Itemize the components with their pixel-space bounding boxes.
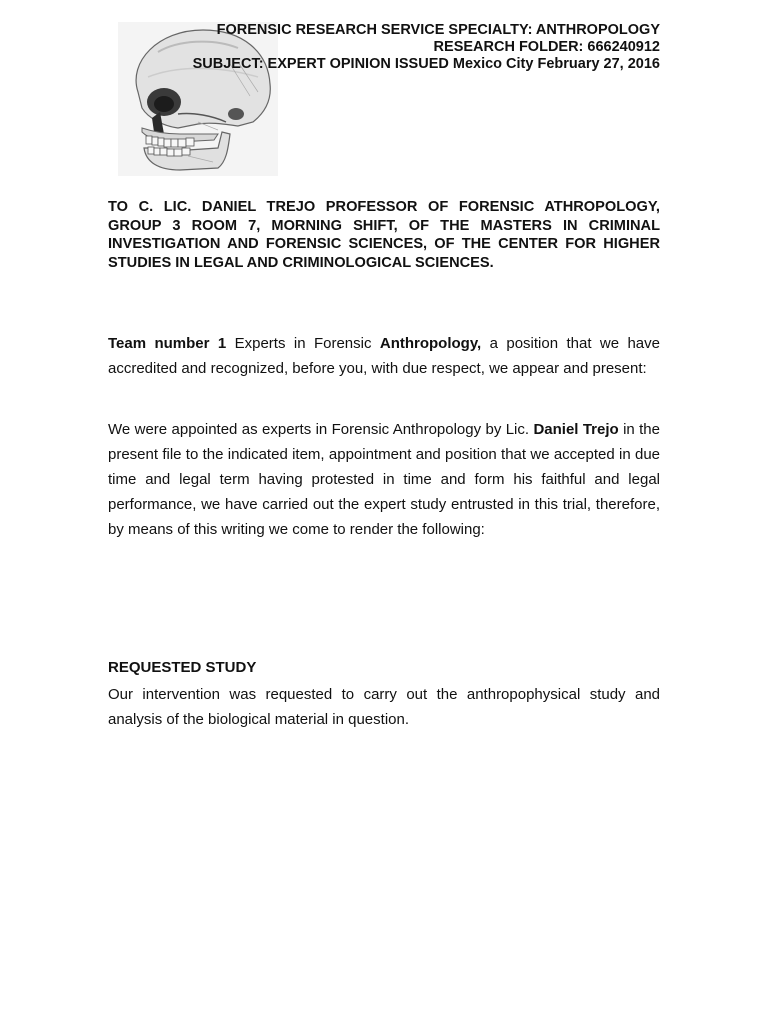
appointment-paragraph	[108, 417, 660, 542]
appointing-person: Daniel Trejo	[533, 421, 619, 438]
header-research-folder: RESEARCH FOLDER: 666240912	[433, 39, 660, 55]
intro-text-b: a position that we have accredited and recognized, before you, with due respect, we appear and present:	[108, 335, 660, 377]
header-specialty: FORENSIC RESEARCH SERVICE SPECIALTY: ANTHROPOLOGY	[216, 22, 660, 38]
document-header	[108, 22, 660, 73]
header-subject: SUBJECT: EXPERT OPINION ISSUED Mexico City February 27, 2016	[192, 56, 660, 72]
appointment-text-a: We were appointed as experts in Forensic Anthropology by Lic.	[108, 421, 534, 438]
section-title: REQUESTED STUDY	[108, 659, 257, 676]
appointment-text-b: in the present file to the indicated item, appointment and position that we accepted in due time and legal term having protested in time and form his faithful and legal performance, we have carried out the expert study entrusted in this trial, therefore, by means of this writing we come to render the following:	[108, 421, 660, 538]
specialty-name: Anthropology,	[379, 335, 482, 352]
section-paragraph: Our intervention was requested to carry out the anthropophysical study and analysis of the biological material in question.	[108, 686, 660, 728]
team-number: Team number 1	[108, 335, 227, 352]
addressee-block: TO C. LIC. DANIEL TREJO PROFESSOR OF FORENSIC ATHROPOLOGY, GROUP 3 ROOM 7, MORNING SHIFT, OF THE MASTERS IN CRIMINAL INVESTIGATION AND FORENSIC SCIENCES, OF THE CENTER FOR HIGHER STUDIES IN LEGAL AND CRIMINOLOGICAL SCIENCES.	[108, 199, 660, 271]
intro-text-a: Experts in Forensic	[226, 335, 380, 352]
intro-paragraph	[108, 331, 660, 381]
